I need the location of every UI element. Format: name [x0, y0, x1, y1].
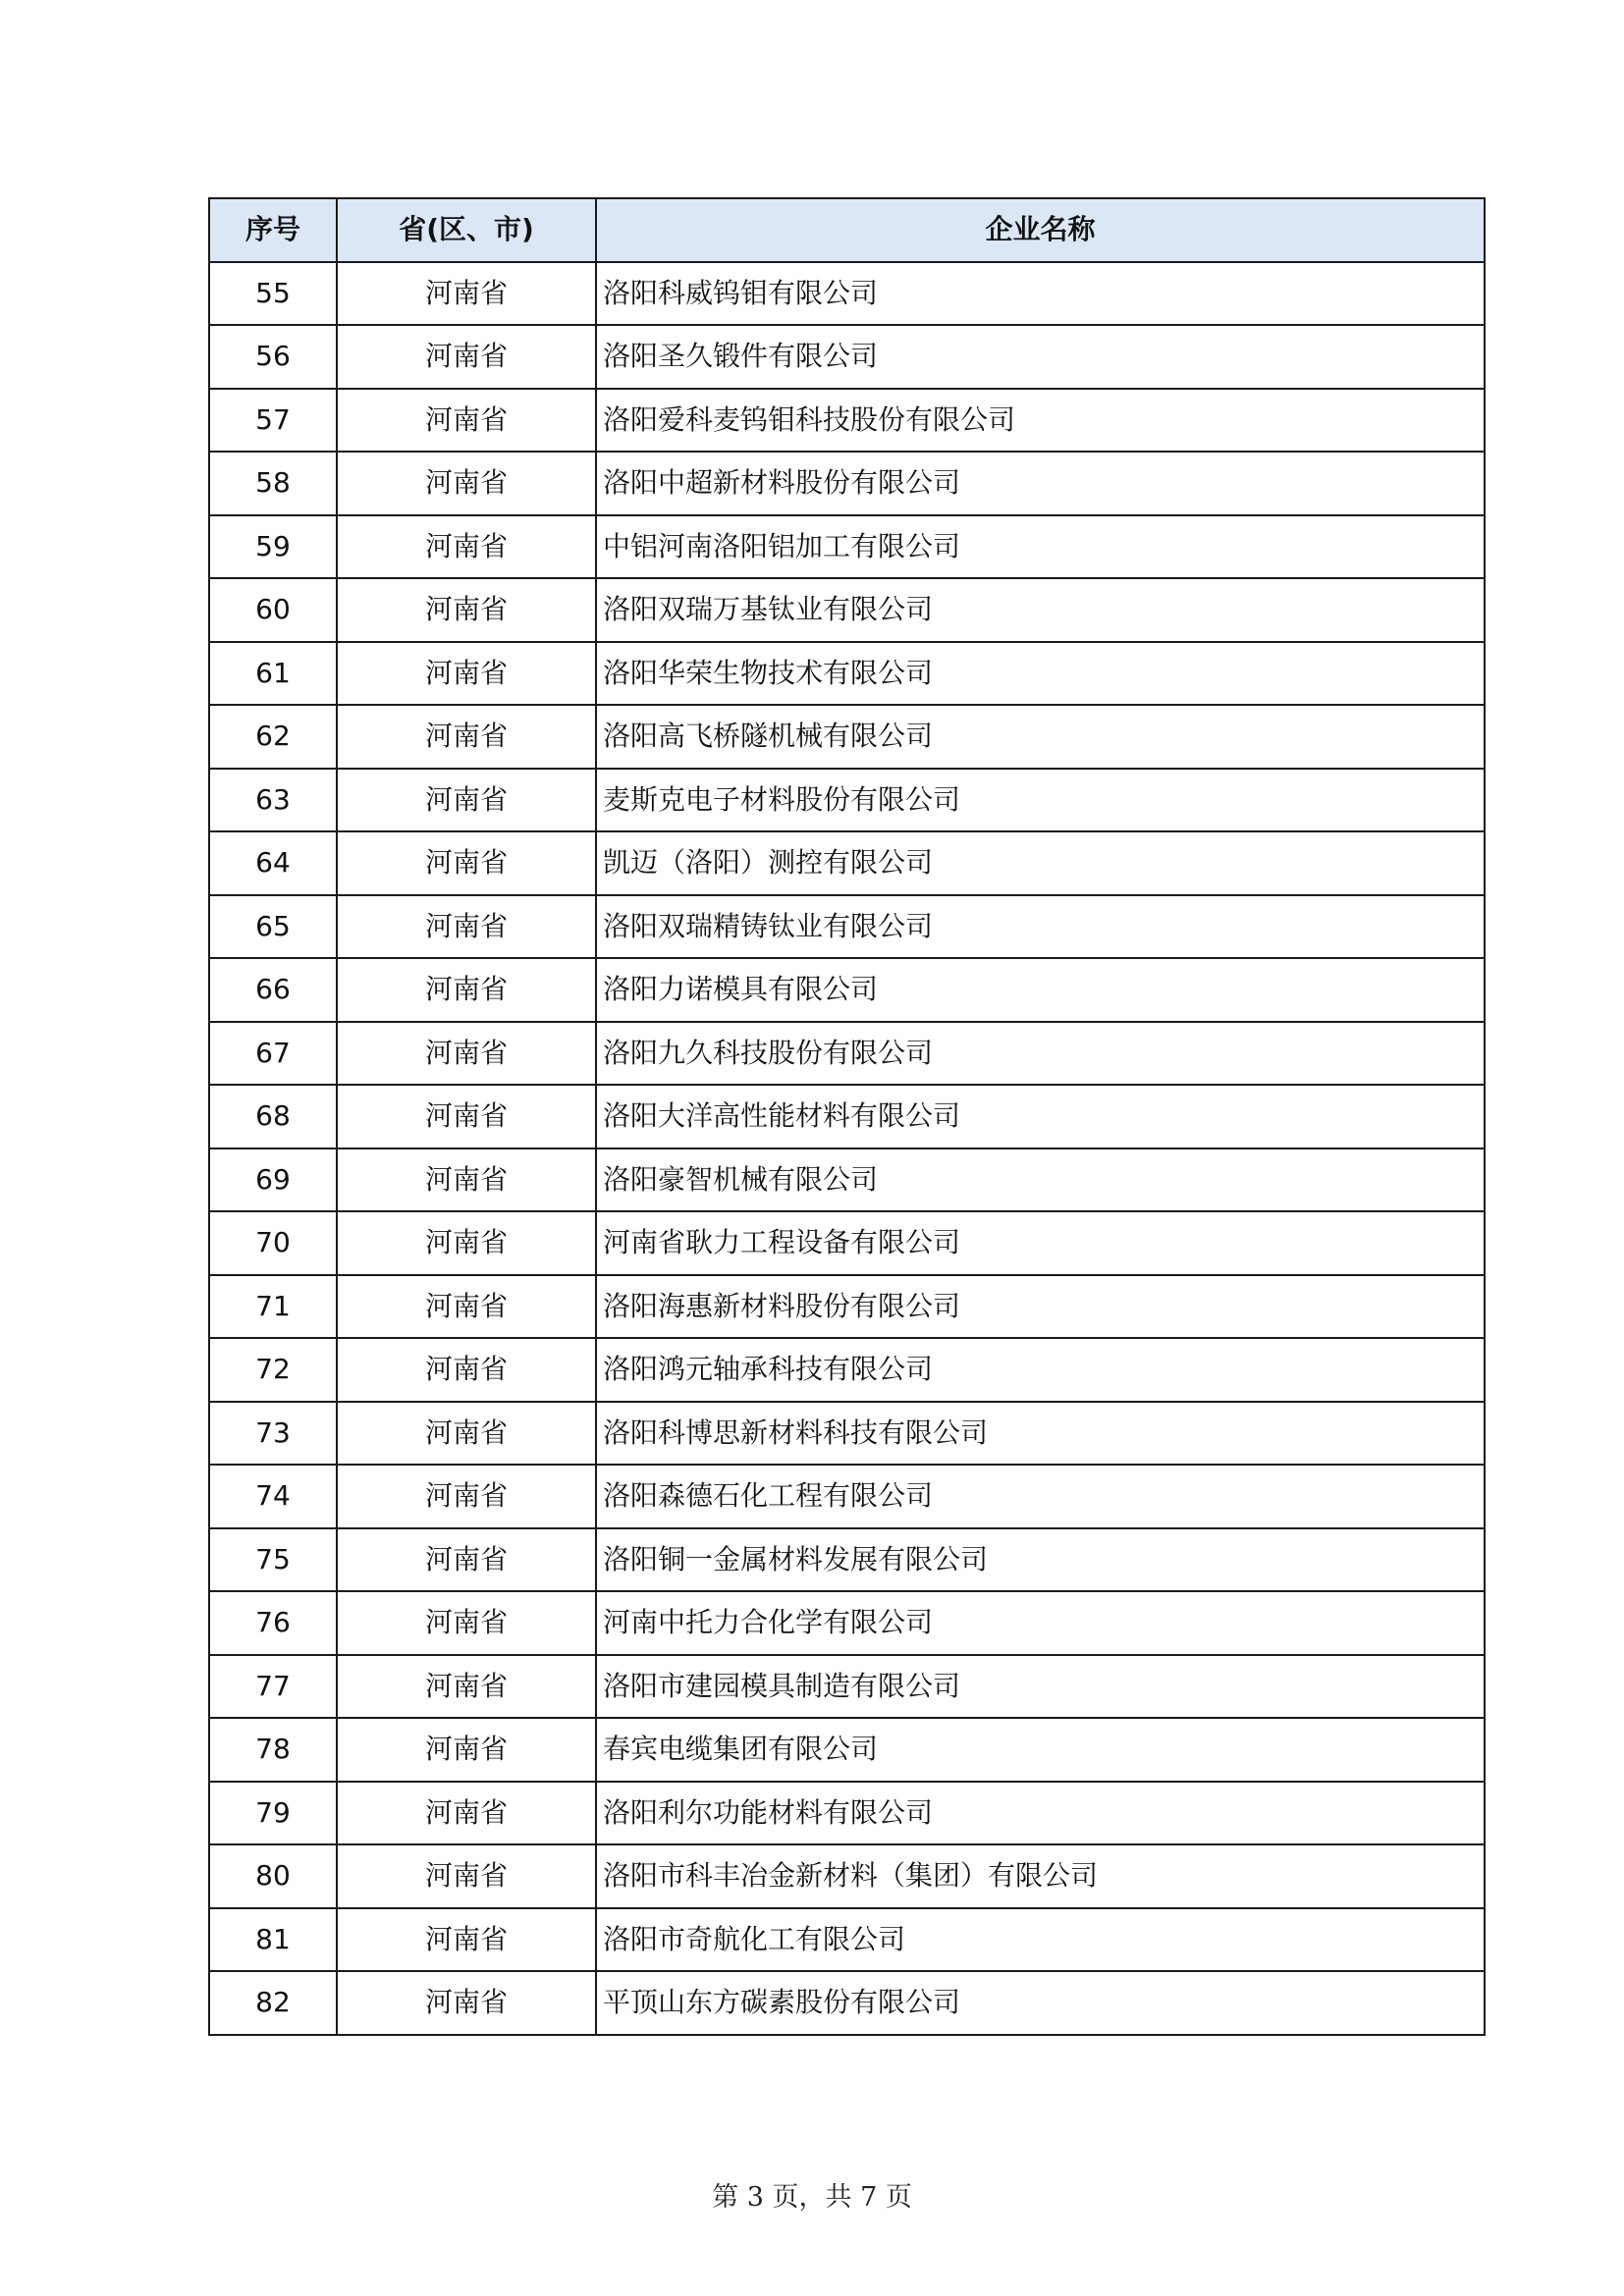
table-row — [209, 1085, 1485, 1148]
province-cell: 河南省 — [337, 325, 596, 389]
header-company-name: 企业名称 — [596, 198, 1485, 262]
table-row — [209, 958, 1485, 1022]
table-row — [209, 1718, 1485, 1782]
table-row — [209, 1844, 1485, 1908]
table-row — [209, 1782, 1485, 1845]
province-cell: 河南省 — [337, 831, 596, 895]
company-name-cell: 洛阳华荣生物技术有限公司 — [596, 642, 1485, 706]
province-cell: 河南省 — [337, 452, 596, 515]
table-row — [209, 705, 1485, 769]
province-cell: 河南省 — [337, 1528, 596, 1592]
province-cell: 河南省 — [337, 705, 596, 769]
table-body — [209, 262, 1485, 2035]
province-cell: 河南省 — [337, 1085, 596, 1148]
company-name-cell: 洛阳科威钨钼有限公司 — [596, 262, 1485, 326]
serial-number-cell: 66 — [209, 958, 337, 1022]
company-name-cell: 洛阳力诺模具有限公司 — [596, 958, 1485, 1022]
table-row — [209, 578, 1485, 642]
province-cell: 河南省 — [337, 1465, 596, 1528]
serial-number-cell: 72 — [209, 1338, 337, 1402]
serial-number-cell: 74 — [209, 1465, 337, 1528]
province-cell: 河南省 — [337, 958, 596, 1022]
company-name-cell: 河南中托力合化学有限公司 — [596, 1591, 1485, 1655]
company-name-cell: 洛阳双瑞精铸钛业有限公司 — [596, 895, 1485, 959]
province-cell: 河南省 — [337, 1971, 596, 2035]
province-cell: 河南省 — [337, 1402, 596, 1466]
table-row — [209, 1655, 1485, 1719]
serial-number-cell: 67 — [209, 1022, 337, 1086]
company-name-cell: 凯迈（洛阳）测控有限公司 — [596, 831, 1485, 895]
company-name-cell: 洛阳九久科技股份有限公司 — [596, 1022, 1485, 1086]
serial-number-cell: 81 — [209, 1908, 337, 1972]
company-name-cell: 洛阳利尔功能材料有限公司 — [596, 1782, 1485, 1845]
province-cell: 河南省 — [337, 1655, 596, 1719]
company-name-cell: 洛阳高飞桥隧机械有限公司 — [596, 705, 1485, 769]
province-cell: 河南省 — [337, 1844, 596, 1908]
company-name-cell: 中铝河南洛阳铝加工有限公司 — [596, 515, 1485, 579]
serial-number-cell: 70 — [209, 1211, 337, 1275]
table-row — [209, 515, 1485, 579]
province-cell: 河南省 — [337, 389, 596, 453]
serial-number-cell: 82 — [209, 1971, 337, 2035]
company-name-cell: 洛阳双瑞万基钛业有限公司 — [596, 578, 1485, 642]
table-row — [209, 642, 1485, 706]
company-name-cell: 春宾电缆集团有限公司 — [596, 1718, 1485, 1782]
serial-number-cell: 60 — [209, 578, 337, 642]
serial-number-cell: 59 — [209, 515, 337, 579]
table-row — [209, 1148, 1485, 1212]
province-cell: 河南省 — [337, 1591, 596, 1655]
serial-number-cell: 55 — [209, 262, 337, 326]
serial-number-cell: 73 — [209, 1402, 337, 1466]
company-name-cell: 洛阳中超新材料股份有限公司 — [596, 452, 1485, 515]
table-row — [209, 831, 1485, 895]
table-row — [209, 389, 1485, 453]
company-name-cell: 洛阳市科丰冶金新材料（集团）有限公司 — [596, 1844, 1485, 1908]
table-row — [209, 895, 1485, 959]
serial-number-cell: 79 — [209, 1782, 337, 1845]
company-name-cell: 平顶山东方碳素股份有限公司 — [596, 1971, 1485, 2035]
table-row — [209, 262, 1485, 326]
serial-number-cell: 57 — [209, 389, 337, 453]
serial-number-cell: 62 — [209, 705, 337, 769]
company-name-cell: 洛阳大洋高性能材料有限公司 — [596, 1085, 1485, 1148]
table-row — [209, 1971, 1485, 2035]
company-name-cell: 洛阳科博思新材料科技有限公司 — [596, 1402, 1485, 1466]
table-row — [209, 1465, 1485, 1528]
serial-number-cell: 78 — [209, 1718, 337, 1782]
province-cell: 河南省 — [337, 769, 596, 832]
header-province: 省(区、市) — [337, 198, 596, 262]
serial-number-cell: 76 — [209, 1591, 337, 1655]
serial-number-cell: 63 — [209, 769, 337, 832]
table-row — [209, 1402, 1485, 1466]
table-row — [209, 1338, 1485, 1402]
table-row — [209, 1528, 1485, 1592]
serial-number-cell: 61 — [209, 642, 337, 706]
company-name-cell: 洛阳铜一金属材料发展有限公司 — [596, 1528, 1485, 1592]
company-name-cell: 洛阳海惠新材料股份有限公司 — [596, 1275, 1485, 1339]
province-cell: 河南省 — [337, 895, 596, 959]
serial-number-cell: 75 — [209, 1528, 337, 1592]
company-name-cell: 麦斯克电子材料股份有限公司 — [596, 769, 1485, 832]
table-header — [209, 198, 1485, 262]
company-name-cell: 洛阳圣久锻件有限公司 — [596, 325, 1485, 389]
company-name-cell: 洛阳市建园模具制造有限公司 — [596, 1655, 1485, 1719]
province-cell: 河南省 — [337, 1211, 596, 1275]
table-row — [209, 769, 1485, 832]
page-footer: 第 3 页，共 7 页 — [712, 2182, 912, 2213]
company-name-cell: 洛阳鸿元轴承科技有限公司 — [596, 1338, 1485, 1402]
table-row — [209, 1591, 1485, 1655]
serial-number-cell: 58 — [209, 452, 337, 515]
serial-number-cell: 77 — [209, 1655, 337, 1719]
serial-number-cell: 68 — [209, 1085, 337, 1148]
company-name-cell: 洛阳市奇航化工有限公司 — [596, 1908, 1485, 1972]
serial-number-cell: 65 — [209, 895, 337, 959]
company-name-cell: 洛阳爱科麦钨钼科技股份有限公司 — [596, 389, 1485, 453]
company-name-cell: 河南省耿力工程设备有限公司 — [596, 1211, 1485, 1275]
company-name-cell: 洛阳豪智机械有限公司 — [596, 1148, 1485, 1212]
province-cell: 河南省 — [337, 578, 596, 642]
table-row — [209, 452, 1485, 515]
header-row — [209, 198, 1485, 262]
serial-number-cell: 69 — [209, 1148, 337, 1212]
table-row — [209, 1275, 1485, 1339]
table-row — [209, 1022, 1485, 1086]
province-cell: 河南省 — [337, 515, 596, 579]
province-cell: 河南省 — [337, 1908, 596, 1972]
table-row — [209, 1908, 1485, 1972]
serial-number-cell: 64 — [209, 831, 337, 895]
province-cell: 河南省 — [337, 1022, 596, 1086]
province-cell: 河南省 — [337, 1275, 596, 1339]
province-cell: 河南省 — [337, 1718, 596, 1782]
serial-number-cell: 71 — [209, 1275, 337, 1339]
province-cell: 河南省 — [337, 262, 596, 326]
company-list-table — [208, 197, 1486, 2036]
province-cell: 河南省 — [337, 642, 596, 706]
header-serial-number: 序号 — [209, 198, 337, 262]
serial-number-cell: 56 — [209, 325, 337, 389]
serial-number-cell: 80 — [209, 1844, 337, 1908]
province-cell: 河南省 — [337, 1782, 596, 1845]
table-row — [209, 1211, 1485, 1275]
company-name-cell: 洛阳森德石化工程有限公司 — [596, 1465, 1485, 1528]
province-cell: 河南省 — [337, 1148, 596, 1212]
province-cell: 河南省 — [337, 1338, 596, 1402]
table-row — [209, 325, 1485, 389]
